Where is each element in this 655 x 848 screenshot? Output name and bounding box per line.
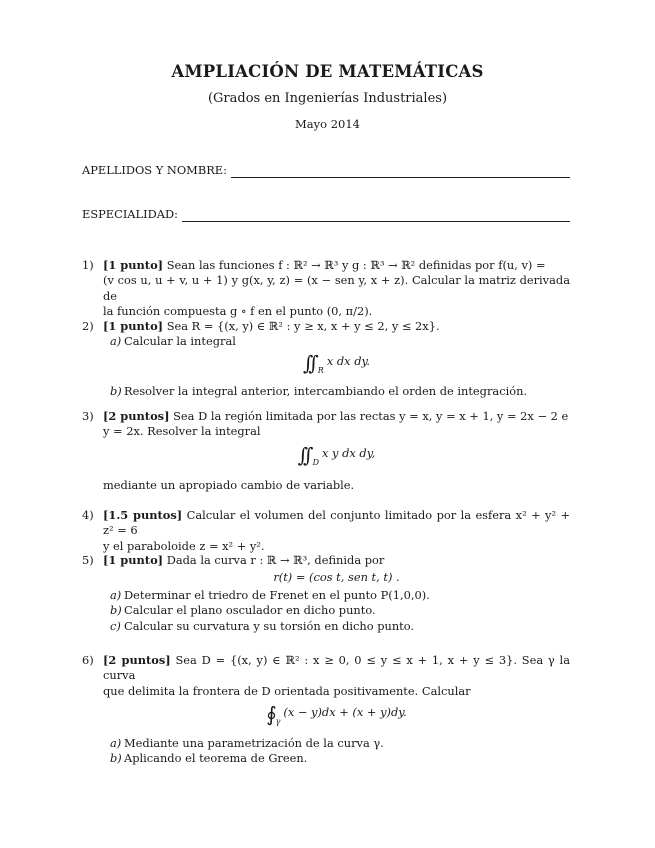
problem-points: [2 puntos] [103, 409, 170, 423]
sub-item-c: c) Calcular su curvatura y su torsión en dicho punto. [110, 618, 415, 633]
line-integral [103, 702, 570, 729]
problem-line: y = 2x. Resolver la integral [103, 424, 261, 439]
problem-line: [2 puntos] Sea D la región limitada por las rectas y = x, y = x + 1, y = 2x − 2 e [103, 409, 569, 423]
integral-symbol: ∫∫ [302, 350, 314, 375]
sub-item-b: b) Aplicando el teorema de Green. [110, 751, 308, 766]
problem-4 [82, 508, 570, 554]
integral-symbol: ∫∫ [297, 442, 309, 467]
name-field[interactable] [82, 163, 570, 178]
sub-item-a: a) Mediante una parametrización de la curva γ. [110, 735, 384, 750]
problem-number: 4) [82, 508, 94, 522]
problem-points: [1.5 puntos] [103, 508, 183, 522]
problem-points: [2 puntos] [103, 653, 171, 667]
sub-item-b: b) Calcular el plano osculador en dicho punto. [110, 603, 376, 618]
problem-line: mediante un apropiado cambio de variable. [103, 478, 355, 493]
problem-line: y el paraboloide z = x² + y². [103, 538, 265, 553]
problem-line: (v cos u, u + v, u + 1) y g(x, y, z) = (x − sen y, x + z). Calcular la matriz derivada de [103, 273, 570, 303]
problem-line: [1 punto] Dada la curva r : ℝ → ℝ³, definida por [103, 553, 385, 567]
exam-subtitle: (Grados en Ingenierías Industriales) [207, 91, 448, 106]
curve-equation: r(t) = (cos t, sen t, t) . [273, 570, 400, 585]
problem-points: [1 punto] [103, 319, 164, 333]
exam-date: Mayo 2014 [295, 117, 360, 131]
specialty-field-label: ESPECIALIDAD: [82, 207, 178, 221]
problem-6 [82, 653, 570, 766]
problem-number: 5) [82, 553, 94, 567]
sub-item-b: b) Resolver la integral anterior, intercambiando el orden de integración. [110, 384, 528, 399]
integral-region: γ [275, 717, 281, 727]
integral-symbol: ∮ [266, 702, 272, 727]
problem-line: que delimita la frontera de D orientada positivamente. Calcular [103, 683, 471, 698]
integrand: x dx dy. [326, 353, 371, 368]
specialty-field[interactable] [82, 207, 570, 222]
specialty-field-line[interactable] [182, 210, 570, 222]
sub-item-a: a) Calcular la integral [110, 334, 236, 349]
problem-number: 3) [82, 409, 94, 423]
problem-line: la función compuesta g ∘ f en el punto (0, π/2). [103, 304, 373, 319]
double-integral [103, 350, 570, 378]
problem-points: [1 punto] [103, 553, 164, 567]
problem-3 [82, 409, 570, 494]
exam-title: AMPLIACIÓN DE MATEMÁTICAS [171, 62, 484, 81]
name-field-line[interactable] [231, 166, 570, 178]
integral-region: D [312, 457, 319, 467]
integrand: (x − y)dx + (x + y)dy. [283, 705, 407, 720]
problem-number: 1) [82, 258, 94, 272]
problem-2 [82, 319, 570, 400]
double-integral [103, 442, 570, 470]
problem-line: [1.5 puntos] Calcular el volumen del conjunto limitado por la esfera x² + y² + z² = 6 [103, 508, 571, 538]
problem-number: 2) [82, 319, 94, 333]
name-field-label: APELLIDOS Y NOMBRE: [82, 163, 227, 177]
sub-item-a: a) Determinar el triedro de Frenet en el punto P(1,0,0). [110, 587, 430, 602]
problem-line: [2 puntos] Sea D = {(x, y) ∈ ℝ² : x ≥ 0, 0 ≤ y ≤ x + 1, x + y ≤ 3}. Sea γ la curva [103, 653, 570, 683]
problem-points: [1 punto] [103, 258, 164, 272]
problem-1 [82, 258, 570, 320]
problem-5 [82, 553, 570, 634]
problem-line: [1 punto] Sean las funciones f : ℝ² → ℝ³ y g : ℝ³ → ℝ² definidas por f(u, v) = [103, 258, 546, 272]
problem-number: 6) [82, 653, 94, 667]
integrand: x y dx dy, [321, 445, 376, 460]
integral-region: R [317, 365, 324, 375]
problem-line: [1 punto] Sea R = {(x, y) ∈ ℝ² : y ≥ x, x + y ≤ 2, y ≤ 2x}. [103, 319, 440, 333]
